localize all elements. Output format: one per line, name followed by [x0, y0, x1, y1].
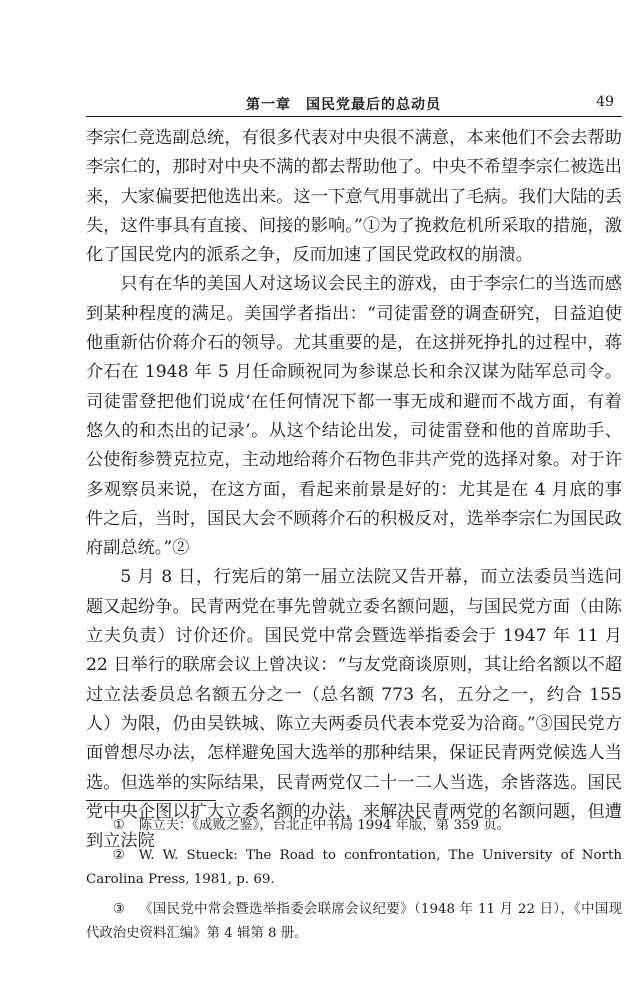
footnote-mark: ① [112, 818, 125, 833]
page-number: 49 [596, 94, 614, 110]
paragraph: 5 月 8 日，行宪后的第一届立法院又告开幕，而立法委员当选问题又起纷争。民青两党在事先曾就立委名额问题，与国民党方面（由陈立夫负责）讨价还价。国民党中常会暨选举指委会于 1947 年 11 月 22 日举行的联席会议上曾决议：“与友党商谈原则，其让给名额以不超过立法委员总名额五分之一（总名额 773 名，五分之一，约合 155 人）为限，仍由吴铁城、陈立夫两委员代表本党妥为洽商。”③国民党方面曾想尽办法，怎样避免国大选举的那种结果，保证民青两党候选人当选。但选举的实际结果，民青两党仅二十一二人当选，余皆落选。国民党中央企图以扩大立委名额的办法，来解决民青两党的名额问题，但遭到立法院 [86, 567, 622, 852]
paragraph-continued: 李宗仁竞选副总统，有很多代表对中央很不满意，本来他们不会去帮助李宗仁的，那时对中央不满的都去帮助他了。中央不希望李宗仁被选出来，大家偏要把他选出来。这一下意气用事就出了毛病。我们大陆的丢失，这件事具有直接、间接的影响。”①为了挽救危机所采取的措施，激化了国民党内的派系之争，反而加速了国民党政权的崩溃。 [86, 128, 622, 266]
footnotes [86, 814, 622, 952]
running-header [86, 94, 622, 117]
footnote [86, 898, 622, 946]
footnote-divider [86, 800, 216, 801]
body-text [86, 124, 622, 856]
paragraph: 只有在华的美国人对这场议会民主的游戏，由于李宗仁的当选而感到某种程度的满足。美国学者指出：“司徒雷登的调查研究，日益迫使他重新估价蒋介石的领导。尤其重要的是，在这拼死挣扎的过程中，蒋介石在 1948 年 5 月任命顾祝同为参谋总长和余汉谋为陆军总司令。司徒雷登把他们说成‘在任何情况下都一事无成和避而不战方面，有着悠久的和杰出的记录’。从这个结论出发，司徒雷登和他的首席助手、公使衔参赞克拉克，主动地给蒋介石物色非共产党的选择对象。对于许多观察员来说，在这方面，看起来前景是好的：尤其是在 4 月底的事件之后，当时，国民大会不顾蒋介石的积极反对，选举李宗仁为国民政府副总统。”② [86, 274, 622, 559]
footnote-text: W. W. Stueck: The Road to confrontation, The University of North Carolina Press, 1981, p. 69. [86, 848, 622, 887]
footnote-text: 《国民党中常会暨选举指委会联席会议纪要》（1948 年 11 月 22 日），《中国现代政治史资料汇编》第 4 辑第 8 册。 [86, 902, 622, 941]
footnote-text: 陈立夫：《成败之鉴》，台北正中书局 1994 年版，第 359 页。 [138, 818, 511, 833]
footnote [86, 814, 622, 838]
footnote-mark: ③ [112, 902, 125, 917]
footnote [86, 844, 622, 892]
chapter-title: 第一章 国民党最后的总动员 [246, 97, 441, 113]
footnote-mark: ② [112, 848, 125, 863]
